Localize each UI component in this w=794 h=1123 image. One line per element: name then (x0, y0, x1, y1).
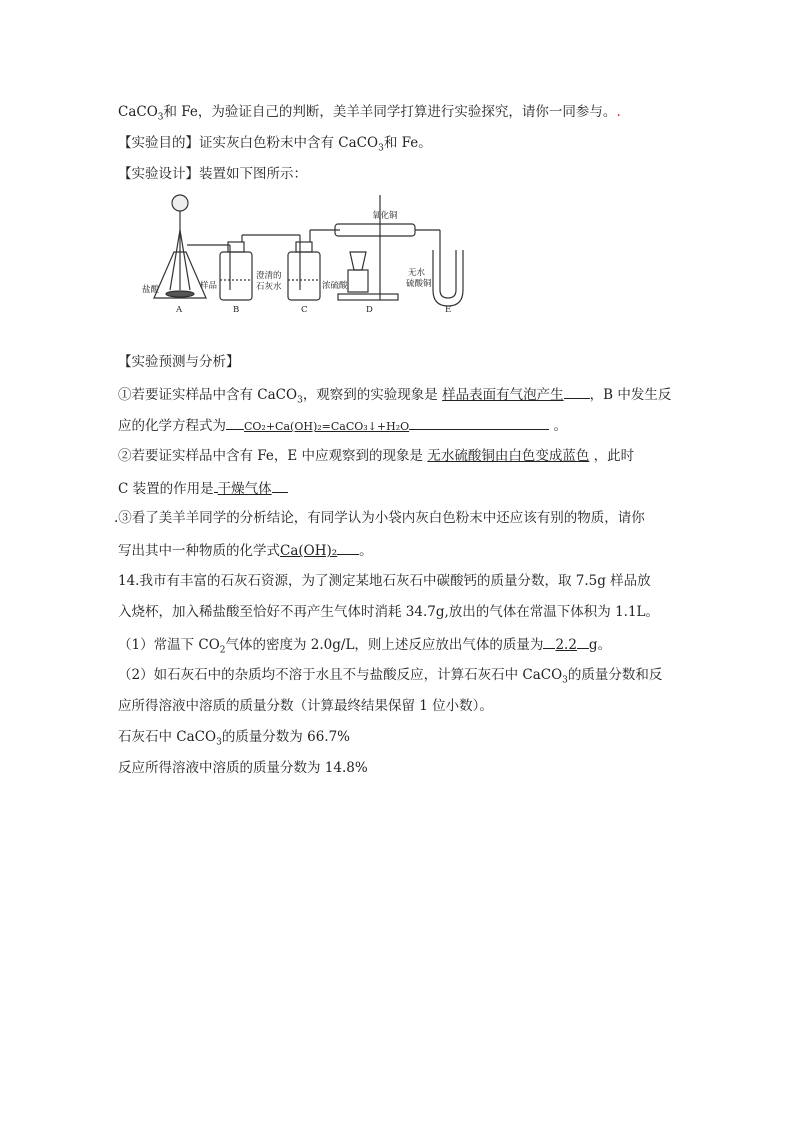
purpose-line: 【实验目的】证实灰白色粉末中含有 CaCO$_3$和 Fe。 (118, 135, 432, 154)
label-anhydrous-2: 硫酸铜 (406, 279, 432, 289)
problem14-line1: 14.我市有丰富的石灰石资源，为了测定某地石灰石中碳酸钙的质量分数，取 7.5g 样品放 (118, 573, 651, 589)
q1-line1: ①若要证实样品中含有 CaCO$_3$，观察到的实验现象是 样品表面有气泡产生 ，B 中发生反 (118, 383, 671, 411)
label-cuo: 氧化铜 (372, 211, 398, 221)
label-b: B (233, 305, 240, 315)
label-e: E (445, 305, 452, 315)
label-c: C (301, 305, 308, 315)
apparatus-figure (140, 190, 490, 315)
intro-line: CaCO$_3$和 Fe，为验证自己的判断，美羊羊同学打算进行实验探究，请你一同参与。. (118, 104, 621, 123)
p1-answer: 2.2 (555, 637, 577, 653)
q3-answer: Ca(OH)₂ (280, 543, 338, 559)
q3-line1: .③看了美羊羊同学的分析结论，有同学认为小袋内灰白色粉末中还应该有别的物质，请你 (114, 510, 645, 526)
label-sample: 样品 (200, 281, 218, 291)
label-limewater-2: 石灰水 (256, 282, 282, 292)
q3-line2: 写出其中一种物质的化学式Ca(OH)₂ 。 (118, 539, 373, 561)
q2-line1: ②若要证实样品中含有 Fe，E 中应观察到的现象是 无水硫酸铜由白色变成蓝色 ，此时 (118, 448, 635, 464)
label-limewater-1: 澄清的 (256, 271, 282, 281)
label-d: D (366, 305, 373, 315)
q1-equation: CO₂+Ca(OH)₂=CaCO₃↓+H₂O (244, 420, 410, 433)
q2-line2: C 装置的作用是 干燥气体 (118, 477, 288, 499)
analysis-heading: 【实验预测与分析】 (118, 354, 240, 370)
answer-line1: 石灰石中 CaCO$_3$的质量分数为 66.7% (118, 729, 350, 748)
label-h2so4: 浓硫酸 (322, 281, 348, 291)
problem14-part1: （1）常温下 $CO_2$气体的密度为 2.0g/L，则上述反应放出气体的质量为 2.2 g。 (118, 633, 611, 661)
label-hcl: 盐酸 (142, 285, 160, 295)
problem14-line2: 入烧杯，加入稀盐酸至恰好不再产生气体时消耗 34.7g,放出的气体在常温下体积为 1.1L。 (118, 604, 660, 620)
problem14-part2-line1: （2）如石灰石中的杂质均不溶于水且不与盐酸反应，计算石灰石中 CaCO$_3$的质量分数和反 (118, 667, 663, 686)
label-a: A (176, 305, 183, 315)
q2-answer: 无水硫酸铜由白色变成蓝色 (427, 448, 590, 464)
answer-line2: 反应所得溶液中溶质的质量分数为 14.8% (118, 760, 368, 776)
problem14-part2-line2: 应所得溶液中溶质的质量分数（计算最终结果保留 1 位小数）。 (118, 698, 493, 714)
q1-line2: 应的化学方程式为 CO₂+Ca(OH)₂=CaCO₃↓+H₂O 。 (118, 414, 567, 437)
apparatus-e (433, 250, 463, 306)
label-anhydrous-1: 无水 (408, 268, 426, 278)
q1-answer: 样品表面有气泡产生 (442, 387, 564, 403)
design-line: 【实验设计】装置如下图所示： (118, 166, 307, 182)
q2-answer2: 干燥气体 (217, 481, 272, 497)
apparatus-a (154, 195, 230, 298)
